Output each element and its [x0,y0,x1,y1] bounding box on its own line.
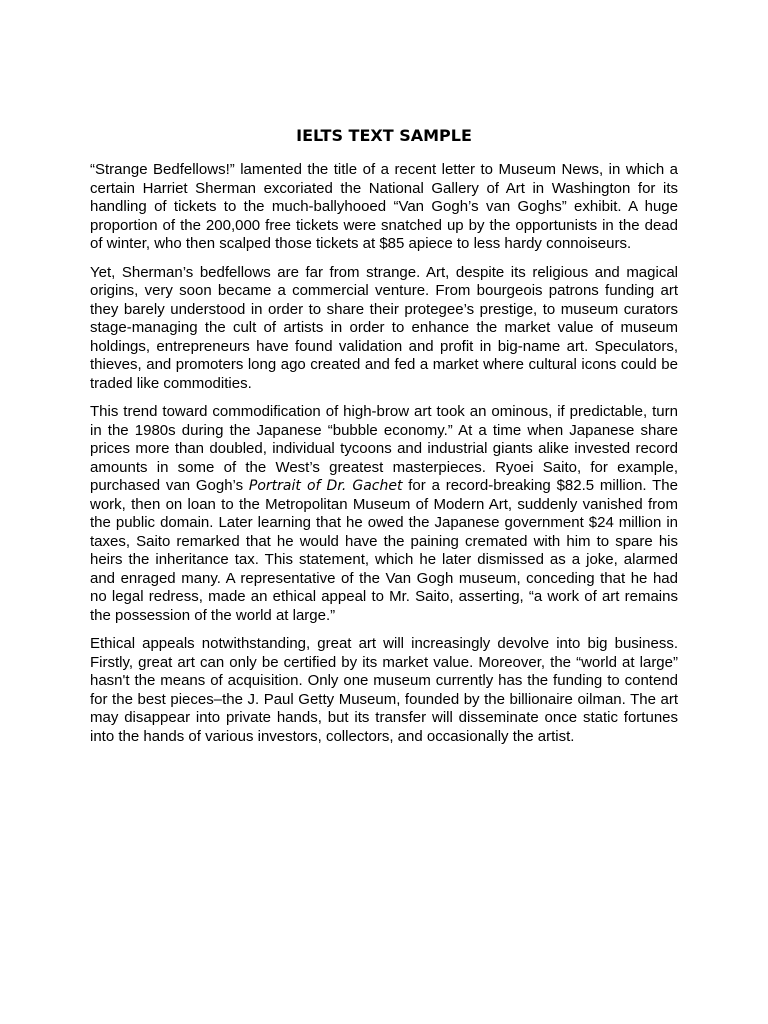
paragraph-1: “Strange Bedfellows!” lamented the title of a recent letter to Museum News, in which a certain Harriet Sherman excoriated the National Gallery of Art in Washington for its handling of tickets to the much-ballyhooed “Van Gogh’s van Goghs” exhibit. A huge proportion of the 200,000 free tickets were snatched up by the opportunists in the dead of winter, who then scalped those tickets at $85 apiece to less hardy connoiseurs. [90,161,678,252]
paragraph-3-before: This trend toward commodification of high-brow art took an ominous, if predictable, turn in the 1980s during the Japanese “bubble economy.” At a time when Japanese share prices more than doubled, individual tycoons and industrial giants alike invested record amounts in some of the West’s greatest masterpieces. Ryoei Saito, for example, purchased van Gogh’s [90,403,678,494]
document-page [90,126,678,756]
paragraph-3 [90,403,678,625]
paragraph-3-after: for a record-breaking $82.5 million. The work, then on loan to the Metropolitan Museum of Modern Art, suddenly vanished from the public domain. Later learning that he owed the Japanese government $24 million in taxes, Saito remarked that he would have the paining cremated with him to spare his heirs the inheritance tax. This statement, which he later dismissed as a joke, alarmed and enraged many. A representative of the Van Gogh museum, conceding that he had no legal redress, made an ethical appeal to Mr. Saito, asserting, “a work of art remains the possession of the world at large.” [90,477,678,624]
document-title: IELTS TEXT SAMPLE [296,126,472,145]
paragraph-2: Yet, Sherman’s bedfellows are far from strange. Art, despite its religious and magical origins, very soon became a commercial venture. From bourgeois patrons funding art they barely understood in order to share their protegee’s prestige, to museum curators stage-managing the cult of artists in order to enhance the market value of museum holdings, entrepreneurs have found validation and profit in big-name art. Speculators, thieves, and promoters long ago created and fed a market where cultural icons could be traded like commodities. [90,263,678,392]
paragraph-4: Ethical appeals notwithstanding, great art will increasingly devolve into big business. Firstly, great art can only be certified by its market value. Moreover, the “world at large” hasn't the means of acquisition. Only one museum currently has the funding to contend for the best pieces–the J. Paul Getty Museum, founded by the billionaire oilman. The art may disappear into private hands, but its transfer will disseminate once static fortunes into the hands of various investors, collectors, and occasionally the artist. [90,635,678,745]
artwork-title: Portrait of Dr. Gachet [248,478,403,494]
